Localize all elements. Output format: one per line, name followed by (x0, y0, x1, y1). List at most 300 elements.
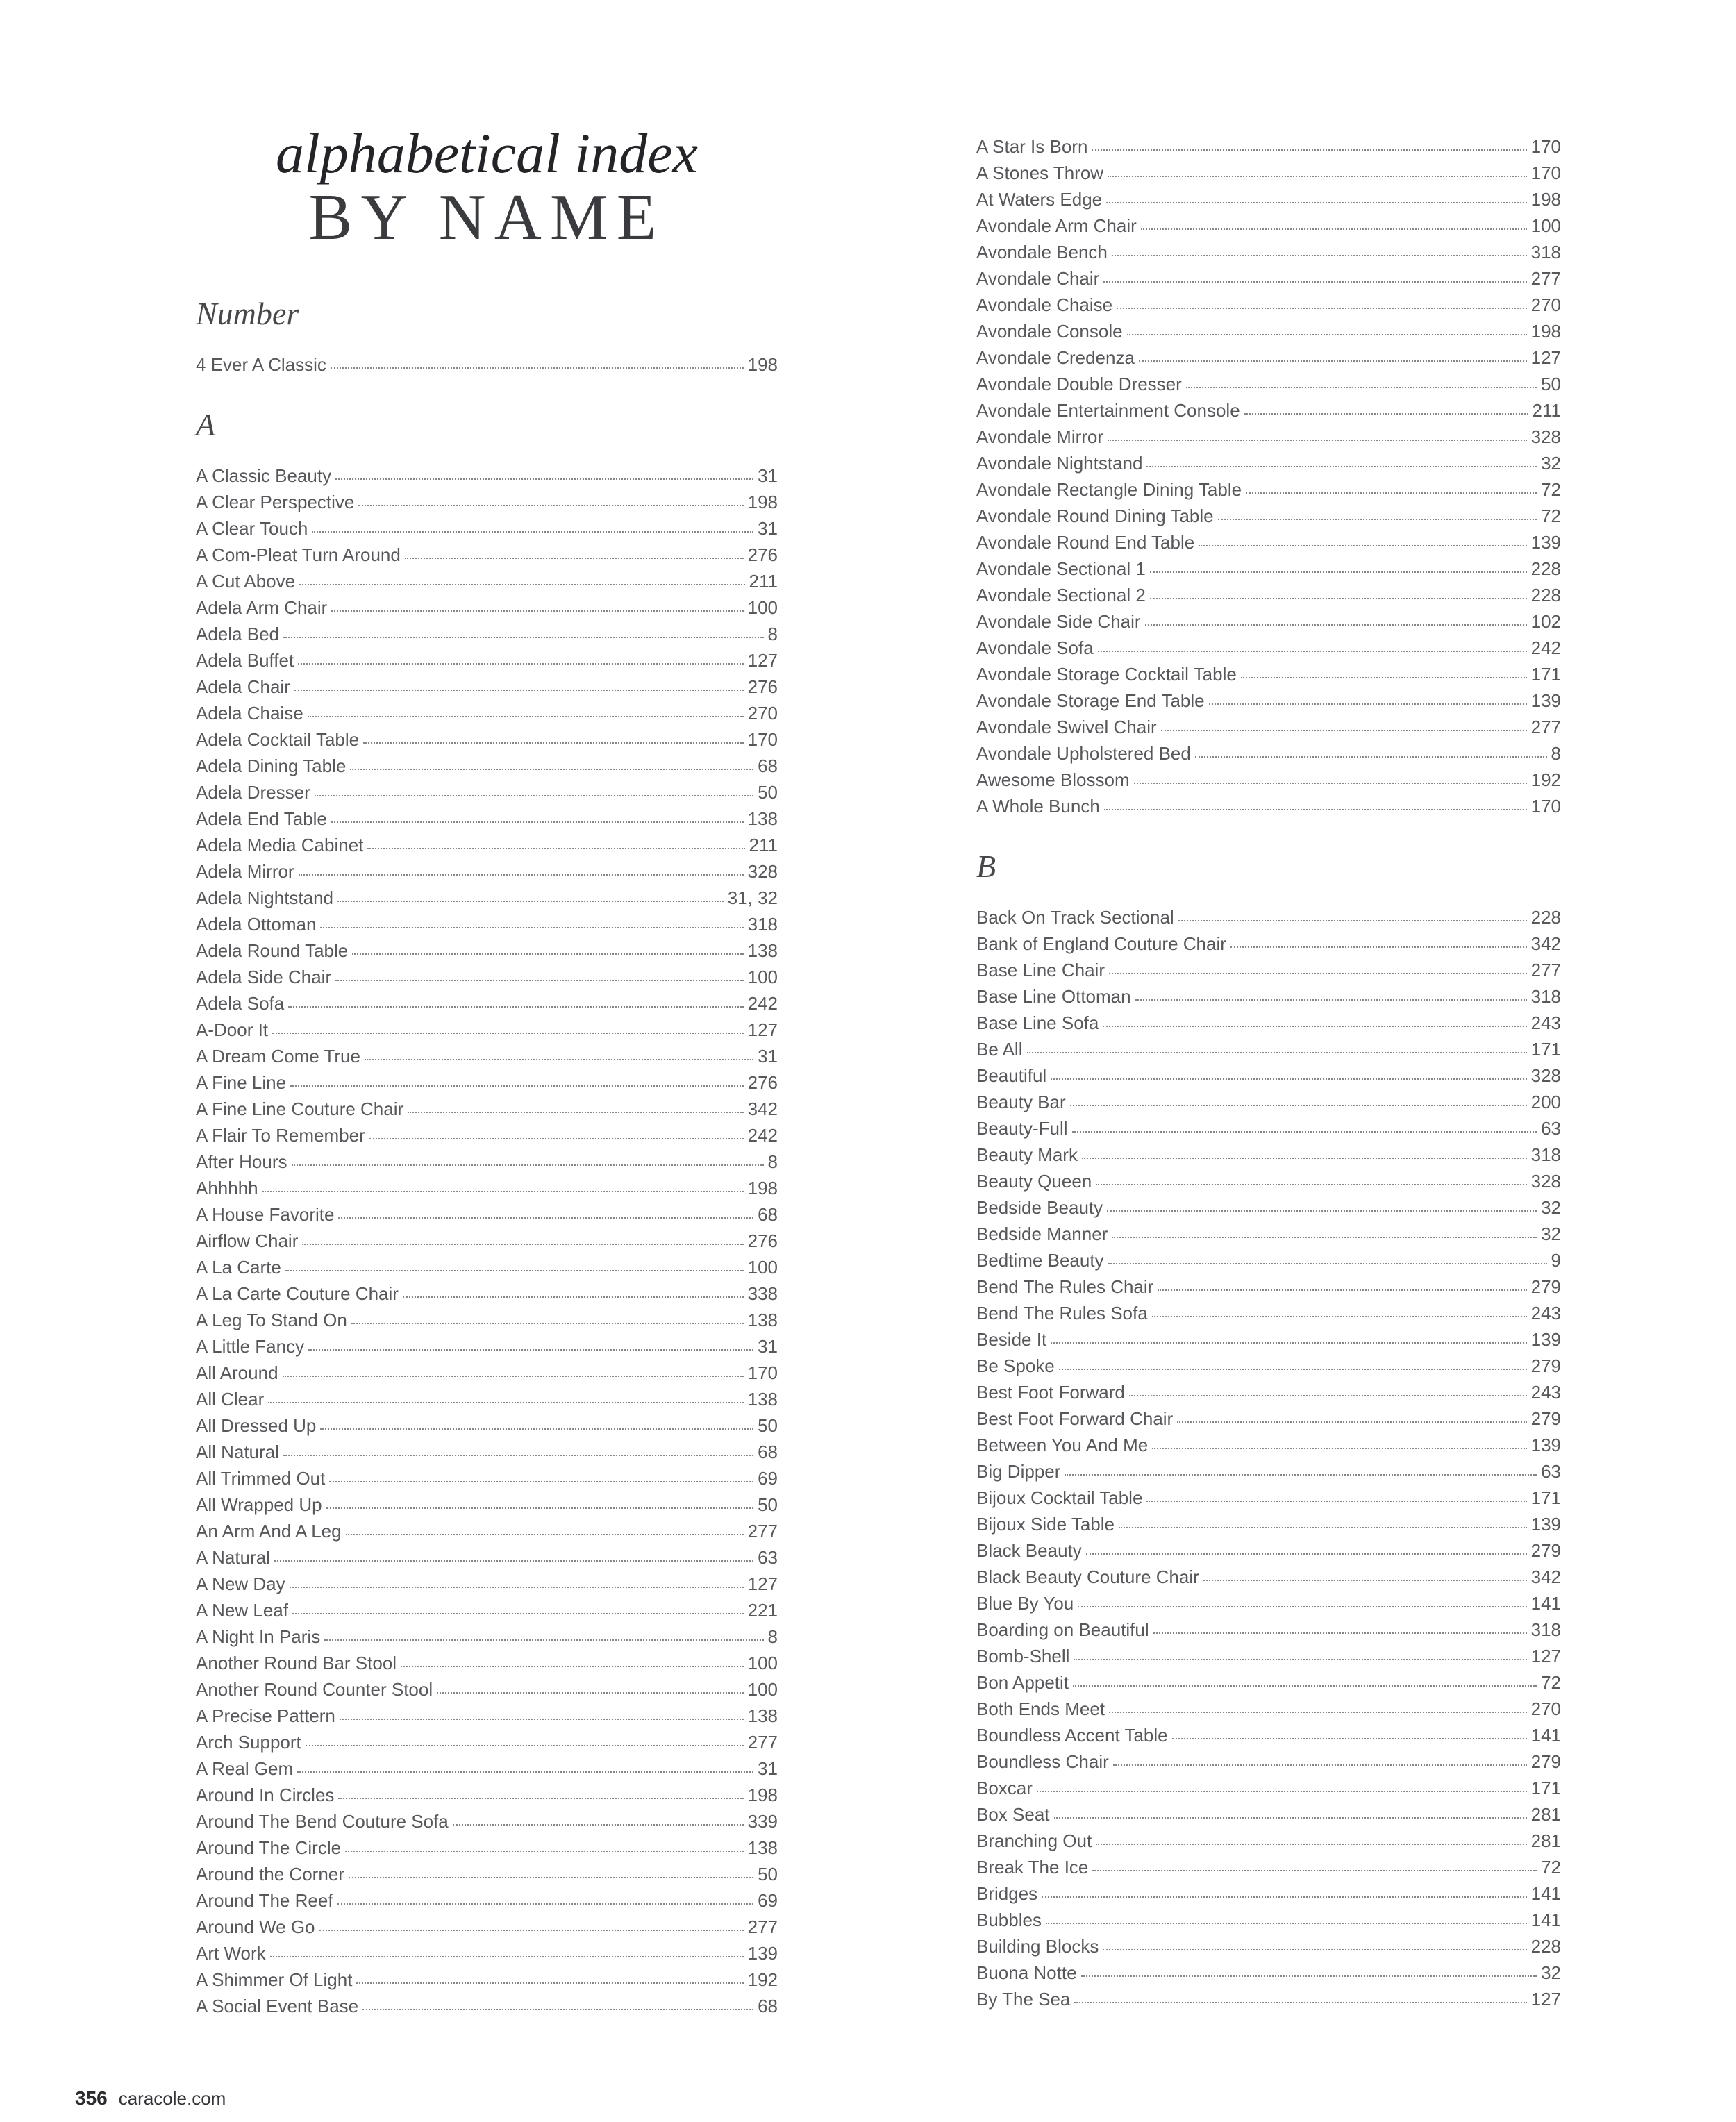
dot-leader (294, 690, 744, 691)
entry-page-number: 100 (747, 1256, 778, 1278)
entry-label: A Cut Above (196, 570, 296, 592)
entry-label: A La Carte (196, 1256, 281, 1278)
entry-label: A-Door It (196, 1019, 269, 1040)
entry-page-number: 139 (1530, 1329, 1561, 1350)
entry-page-number: 50 (1541, 374, 1561, 394)
entry-page-number: 68 (758, 1441, 778, 1462)
index-entry (976, 1590, 1561, 1616)
entry-label: Adela Cocktail Table (196, 728, 360, 750)
dot-leader (320, 927, 743, 928)
entry-label: All Wrapped Up (196, 1494, 322, 1515)
dot-leader (1092, 1870, 1537, 1871)
dot-leader (1127, 334, 1527, 335)
index-entry (196, 1360, 778, 1386)
entry-label: Avondale Rectangle Dining Table (976, 479, 1242, 500)
index-entry (976, 371, 1561, 397)
entry-page-number: 69 (758, 1889, 778, 1911)
entry-page-number: 277 (747, 1520, 778, 1542)
entry-label: All Dressed Up (196, 1414, 317, 1436)
index-entry (976, 160, 1561, 186)
entry-label: A Com-Pleat Turn Around (196, 544, 401, 565)
index-entry (976, 1273, 1561, 1300)
entry-page-number: 342 (1530, 1567, 1561, 1587)
entry-page-number: 242 (747, 1124, 778, 1146)
index-entry (976, 1986, 1561, 2012)
index-entry (196, 1966, 778, 1993)
entry-page-number: 211 (749, 834, 778, 855)
dot-leader (1161, 730, 1527, 731)
dot-leader (349, 1877, 753, 1878)
entry-label: Adela End Table (196, 808, 327, 829)
entry-label: Bijoux Side Table (976, 1514, 1115, 1535)
index-entry (196, 1914, 778, 1940)
entry-page-number: 127 (747, 649, 778, 671)
index-entry (196, 647, 778, 674)
entry-label: Avondale Entertainment Console (976, 400, 1240, 421)
dot-leader (1059, 1369, 1527, 1370)
entry-label: Bon Appetit (976, 1672, 1069, 1693)
entry-label: Bubbles (976, 1910, 1042, 1930)
index-entry (196, 489, 778, 515)
entry-page-number: 198 (1530, 189, 1561, 210)
entry-label: Another Round Counter Stool (196, 1678, 433, 1700)
entry-label: A Dream Come True (196, 1045, 360, 1067)
index-entry (196, 1676, 778, 1703)
entry-label: A Shimmer Of Light (196, 1969, 353, 1990)
dot-leader (306, 1745, 744, 1746)
entry-page-number: 318 (1530, 242, 1561, 262)
entry-label: Awesome Blossom (976, 769, 1130, 790)
entry-label: Adela Buffet (196, 649, 294, 671)
index-entry (976, 793, 1561, 819)
dot-leader (1078, 1606, 1526, 1607)
index-entry (976, 661, 1561, 687)
dot-leader (1051, 1342, 1526, 1344)
index-entry (976, 687, 1561, 714)
dot-leader (363, 742, 744, 744)
entry-label: All Clear (196, 1388, 265, 1410)
dot-leader (1119, 1527, 1527, 1528)
index-entry (976, 635, 1561, 661)
index-entry (976, 1933, 1561, 1960)
index-entry (196, 1703, 778, 1729)
dot-leader (1037, 1791, 1527, 1792)
index-entry (976, 450, 1561, 476)
entry-label: Avondale Mirror (976, 426, 1104, 447)
entry-page-number: 68 (758, 1203, 778, 1225)
entry-page-number: 318 (747, 913, 778, 935)
entry-page-number: 32 (1541, 1962, 1561, 1983)
dot-leader (1186, 387, 1537, 388)
dot-leader (1104, 809, 1527, 810)
entry-page-number: 328 (1530, 1171, 1561, 1192)
index-entry (196, 1043, 778, 1069)
index-entry (196, 1623, 778, 1650)
entry-page-number: 198 (747, 1177, 778, 1198)
entry-label: A Night In Paris (196, 1626, 321, 1647)
index-entry (196, 1940, 778, 1966)
index-entry (976, 1247, 1561, 1273)
dot-leader (1195, 756, 1547, 758)
dot-leader (1135, 999, 1527, 1001)
entry-page-number: 198 (1530, 321, 1561, 342)
entry-label: A New Day (196, 1573, 285, 1594)
entry-page-number: 328 (747, 860, 778, 882)
dot-leader (1113, 1764, 1527, 1766)
dot-leader (331, 610, 743, 612)
dot-leader (1230, 946, 1527, 948)
dot-leader (1108, 440, 1527, 441)
entry-label: Best Foot Forward (976, 1382, 1125, 1403)
index-entry (976, 1616, 1561, 1643)
dot-leader (1054, 1817, 1527, 1819)
dot-leader (453, 1824, 744, 1826)
index-entry (196, 990, 778, 1017)
dot-leader (292, 1164, 764, 1166)
entry-page-number: 276 (747, 1230, 778, 1251)
entry-page-number: 138 (747, 808, 778, 829)
index-entry (976, 503, 1561, 529)
entry-page-number: 139 (747, 1942, 778, 1964)
dot-leader (367, 848, 744, 849)
entry-label: Avondale Storage End Table (976, 690, 1205, 711)
entry-page-number: 279 (1530, 1751, 1561, 1772)
dot-leader (1141, 228, 1527, 230)
index-entry (976, 582, 1561, 608)
entry-label: Beautiful (976, 1065, 1047, 1086)
entry-label: A Clear Perspective (196, 491, 355, 512)
entry-page-number: 127 (1530, 1989, 1561, 2010)
entry-page-number: 31 (758, 1045, 778, 1067)
entry-page-number: 279 (1530, 1540, 1561, 1561)
dot-leader (288, 1006, 743, 1008)
entry-page-number: 243 (1530, 1303, 1561, 1323)
index-entry (196, 1148, 778, 1175)
entry-page-number: 270 (1530, 1698, 1561, 1719)
index-entry (976, 1511, 1561, 1537)
entry-label: Avondale Chair (976, 268, 1100, 289)
entry-page-number: 8 (767, 623, 778, 644)
index-entry (196, 832, 778, 858)
dot-leader (1072, 1131, 1537, 1133)
entry-page-number: 318 (1530, 1619, 1561, 1640)
entry-page-number: 31 (758, 1757, 778, 1779)
entry-page-number: 32 (1541, 1223, 1561, 1244)
dot-leader (338, 1217, 753, 1219)
dot-leader (299, 584, 744, 585)
index-entry (976, 186, 1561, 212)
entry-label: 4 Ever A Classic (196, 353, 326, 375)
dot-leader (1241, 677, 1527, 678)
entry-label: Around The Bend Couture Sofa (196, 1810, 449, 1832)
dot-leader (290, 1085, 744, 1087)
entry-label: Adela Mirror (196, 860, 294, 882)
index-entry (196, 753, 778, 779)
entry-page-number: 138 (747, 1309, 778, 1330)
dot-leader (1112, 1237, 1537, 1238)
dot-leader (1096, 1184, 1526, 1185)
index-entry (196, 568, 778, 594)
dot-leader (401, 1666, 744, 1667)
dot-leader (1152, 1448, 1526, 1449)
dot-leader (403, 1296, 744, 1298)
dot-leader (331, 821, 744, 823)
entry-page-number: 211 (1532, 400, 1561, 421)
entry-label: Beside It (976, 1329, 1047, 1350)
entry-label: Avondale Round End Table (976, 532, 1195, 553)
entry-label: Black Beauty (976, 1540, 1082, 1561)
dot-leader (283, 1455, 753, 1456)
entry-page-number: 141 (1530, 1883, 1561, 1904)
entry-label: Avondale Swivel Chair (976, 717, 1157, 737)
dot-leader (326, 1507, 753, 1509)
entry-page-number: 127 (747, 1573, 778, 1594)
title-script: alphabetical index (276, 122, 698, 185)
entry-label: Around In Circles (196, 1784, 335, 1805)
entry-label: Avondale Bench (976, 242, 1108, 262)
entry-page-number: 50 (758, 1494, 778, 1515)
index-entry (976, 529, 1561, 555)
index-entry (196, 351, 778, 378)
footer-site-url: caracole.com (118, 2088, 226, 2109)
dot-leader (1108, 176, 1527, 177)
entry-label: Avondale Sofa (976, 637, 1094, 658)
entry-page-number: 221 (747, 1599, 778, 1621)
dot-leader (1146, 1501, 1526, 1502)
entry-page-number: 328 (1530, 426, 1561, 447)
entry-label: Bijoux Cocktail Table (976, 1487, 1143, 1508)
entry-page-number: 63 (1541, 1461, 1561, 1482)
entry-label: Avondale Sectional 1 (976, 558, 1146, 579)
dot-leader (358, 505, 743, 506)
entry-page-number: 139 (1530, 1435, 1561, 1455)
dot-leader (335, 478, 753, 480)
right-sections (976, 133, 1561, 2012)
index-entry (976, 1880, 1561, 1907)
entry-label: A New Leaf (196, 1599, 288, 1621)
index-entry (976, 1537, 1561, 1564)
dot-leader (302, 1244, 743, 1245)
dot-leader (1081, 1975, 1537, 1977)
entry-label: A Flair To Remember (196, 1124, 365, 1146)
index-entry (196, 964, 778, 990)
dot-leader (1152, 1316, 1527, 1317)
entry-label: Adela Bed (196, 623, 279, 644)
entry-page-number: 242 (1530, 637, 1561, 658)
entry-page-number: 198 (747, 491, 778, 512)
dot-leader (346, 1534, 744, 1535)
entry-page-number: 279 (1530, 1276, 1561, 1297)
index-entry (976, 1696, 1561, 1722)
index-entry (976, 1194, 1561, 1221)
entry-page-number: 32 (1541, 1197, 1561, 1218)
entry-label: Base Line Ottoman (976, 986, 1131, 1007)
entry-label: Adela Arm Chair (196, 596, 328, 618)
dot-leader (1046, 1923, 1527, 1924)
entry-page-number: 72 (1541, 1672, 1561, 1693)
entry-label: Avondale Arm Chair (976, 215, 1137, 236)
index-entry (976, 1801, 1561, 1828)
entry-page-number: 138 (747, 1837, 778, 1858)
entry-page-number: 100 (747, 596, 778, 618)
dot-leader (1139, 360, 1527, 362)
dot-leader (1218, 519, 1537, 520)
index-entry (196, 621, 778, 647)
dot-leader (437, 1692, 743, 1694)
dot-leader (1129, 1395, 1527, 1396)
index-entry (976, 1907, 1561, 1933)
entry-page-number: 170 (1530, 136, 1561, 157)
index-entry (976, 767, 1561, 793)
index-entry (976, 1828, 1561, 1854)
dot-leader (365, 1059, 753, 1060)
dot-leader (1203, 1580, 1527, 1581)
dot-leader (290, 1587, 744, 1588)
entry-page-number: 228 (1530, 585, 1561, 605)
entry-page-number: 279 (1530, 1408, 1561, 1429)
entry-label: All Trimmed Out (196, 1467, 326, 1489)
dot-leader (1117, 308, 1527, 309)
index-entry (976, 265, 1561, 292)
dot-leader (1177, 1421, 1526, 1423)
index-entry (196, 1492, 778, 1518)
entry-label: A Fine Line (196, 1071, 287, 1093)
index-entry (976, 714, 1561, 740)
index-entry (196, 1122, 778, 1148)
entry-label: A Classic Beauty (196, 465, 332, 486)
entry-label: All Around (196, 1362, 278, 1383)
entry-page-number: 141 (1530, 1593, 1561, 1614)
entry-label: Avondale Credenza (976, 347, 1135, 368)
entry-page-number: 276 (747, 1071, 778, 1093)
index-entry (976, 1089, 1561, 1115)
index-entry (196, 858, 778, 885)
entry-page-number: 31 (758, 465, 778, 486)
entry-label: Boundless Accent Table (976, 1725, 1168, 1746)
index-entry (196, 1412, 778, 1439)
dot-leader (337, 901, 724, 902)
dot-leader (1070, 1105, 1527, 1106)
dot-leader (1145, 624, 1527, 626)
index-entry (976, 1405, 1561, 1432)
entry-label: Adela Nightstand (196, 887, 334, 908)
dot-leader (1146, 466, 1537, 467)
index-entry (196, 1571, 778, 1597)
entry-label: Avondale Console (976, 321, 1123, 342)
index-entry (196, 1386, 778, 1412)
entry-page-number: 63 (1541, 1118, 1561, 1139)
dot-leader (1098, 651, 1527, 652)
dot-leader (335, 980, 743, 981)
index-entry (196, 1201, 778, 1228)
entry-label: Airflow Chair (196, 1230, 299, 1251)
entry-label: Bridges (976, 1883, 1038, 1904)
dot-leader (1199, 545, 1526, 546)
index-entry (196, 779, 778, 805)
index-entry (196, 805, 778, 832)
index-entry (196, 1175, 778, 1201)
dot-leader (1103, 1949, 1526, 1950)
entry-label: Beauty Queen (976, 1171, 1092, 1192)
dot-leader (350, 769, 753, 770)
entry-label: Adela Side Chair (196, 966, 332, 987)
entry-label: Both Ends Meet (976, 1698, 1105, 1719)
entry-label: Ahhhhh (196, 1177, 258, 1198)
entry-page-number: 276 (747, 676, 778, 697)
entry-page-number: 72 (1541, 1857, 1561, 1878)
entry-label: Blue By You (976, 1593, 1074, 1614)
entry-label: A Little Fancy (196, 1335, 305, 1357)
entry-label: Adela Sofa (196, 992, 285, 1014)
entry-page-number: 211 (749, 570, 778, 592)
entry-page-number: 342 (1530, 933, 1561, 954)
dot-leader (1134, 783, 1527, 784)
entry-label: Adela Dining Table (196, 755, 347, 776)
index-entry (976, 292, 1561, 318)
index-entry (976, 318, 1561, 344)
entry-label: Boarding on Beautiful (976, 1619, 1149, 1640)
dot-leader (1086, 1553, 1527, 1555)
index-entry (976, 608, 1561, 635)
dot-leader (320, 1428, 753, 1430)
index-entry (196, 462, 778, 489)
dot-leader (1092, 149, 1526, 151)
entry-label: A Star Is Born (976, 136, 1088, 157)
entry-page-number: 138 (747, 1388, 778, 1410)
entry-page-number: 127 (747, 1019, 778, 1040)
dot-leader (1150, 598, 1527, 599)
index-entry (976, 239, 1561, 265)
entry-page-number: 228 (1530, 907, 1561, 928)
dot-leader (1065, 1474, 1537, 1476)
entry-page-number: 138 (747, 1705, 778, 1726)
entry-label: Another Round Bar Stool (196, 1652, 397, 1673)
dot-leader (299, 874, 744, 876)
entry-label: At Waters Edge (976, 189, 1103, 210)
entry-label: Building Blocks (976, 1936, 1099, 1957)
entry-label: Avondale Chaise (976, 294, 1113, 315)
entry-label: After Hours (196, 1151, 287, 1172)
entry-page-number: 72 (1541, 479, 1561, 500)
dot-leader (1112, 255, 1527, 256)
entry-page-number: 171 (1530, 1487, 1561, 1508)
index-entry (196, 1017, 778, 1043)
right-column (976, 133, 1561, 2012)
index-entry (976, 1168, 1561, 1194)
dot-leader (285, 1270, 744, 1271)
dot-leader (1074, 1659, 1526, 1660)
entry-page-number: 63 (758, 1546, 778, 1568)
entry-label: Adela Chair (196, 676, 290, 697)
entry-label: Around the Corner (196, 1863, 344, 1885)
dot-leader (308, 1349, 753, 1351)
index-entry (196, 937, 778, 964)
index-entry (976, 1748, 1561, 1775)
index-entry (976, 1458, 1561, 1485)
index-entry (196, 1333, 778, 1360)
dot-leader (331, 367, 744, 369)
footer-page-number: 356 (75, 2087, 108, 2109)
index-entry (976, 555, 1561, 582)
entry-label: Break The Ice (976, 1857, 1089, 1878)
dot-leader (297, 1771, 753, 1773)
entry-label: Box Seat (976, 1804, 1050, 1825)
entry-label: Avondale Upholstered Bed (976, 743, 1191, 764)
entry-page-number: 102 (1530, 611, 1561, 632)
entry-page-number: 270 (747, 702, 778, 724)
index-entry (976, 1062, 1561, 1089)
entry-label: Black Beauty Couture Chair (976, 1567, 1199, 1587)
